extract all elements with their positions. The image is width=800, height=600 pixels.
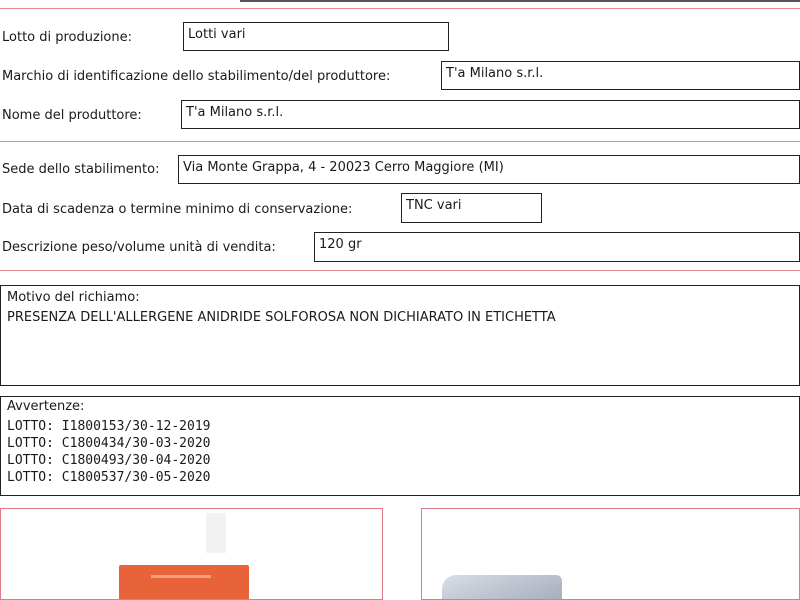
nome-label: Nome del produttore: (2, 108, 142, 123)
lotto-line: LOTTO: C1800434/30-03-2020 (7, 436, 211, 451)
lotto-line: LOTTO: C1800493/30-04-2020 (7, 453, 211, 468)
motivo-box (0, 285, 800, 386)
product-package-stripe (151, 575, 211, 578)
lotto-field: Lotti vari (183, 22, 449, 51)
sede-label: Sede dello stabilimento: (2, 162, 160, 177)
product-package-image (119, 565, 249, 600)
product-photo-right (421, 508, 800, 600)
photo-shadow (206, 513, 226, 553)
top-edge-mark (240, 0, 800, 2)
motivo-label: Motivo del richiamo: (7, 290, 140, 305)
top-divider (0, 8, 800, 9)
marchio-field: T'a Milano s.r.l. (441, 61, 800, 90)
avvertenze-lines (7, 418, 211, 486)
marchio-label: Marchio di identificazione dello stabilimento/del produttore: (2, 69, 391, 84)
peso-label: Descrizione peso/volume unità di vendita: (2, 240, 276, 255)
product-photo-left (0, 508, 383, 600)
motivo-text: PRESENZA DELL'ALLERGENE ANIDRIDE SOLFOROSA NON DICHIARATO IN ETICHETTA (7, 310, 556, 325)
avvertenze-label: Avvertenze: (7, 399, 85, 414)
section-divider-2 (0, 270, 800, 271)
sede-field: Via Monte Grappa, 4 - 20023 Cerro Maggiore (MI) (178, 155, 800, 184)
lotto-label: Lotto di produzione: (2, 30, 133, 45)
peso-field: 120 gr (314, 232, 800, 262)
scadenza-label: Data di scadenza o termine minimo di conservazione: (2, 202, 353, 217)
lotto-line: LOTTO: C1800537/30-05-2020 (7, 470, 211, 485)
product-box-image (442, 575, 562, 600)
lotto-line: LOTTO: I1800153/30-12-2019 (7, 419, 211, 434)
avvertenze-box (0, 396, 800, 496)
scadenza-field: TNC vari (401, 193, 542, 223)
section-divider-1 (0, 141, 800, 142)
nome-field: T'a Milano s.r.l. (181, 100, 800, 129)
